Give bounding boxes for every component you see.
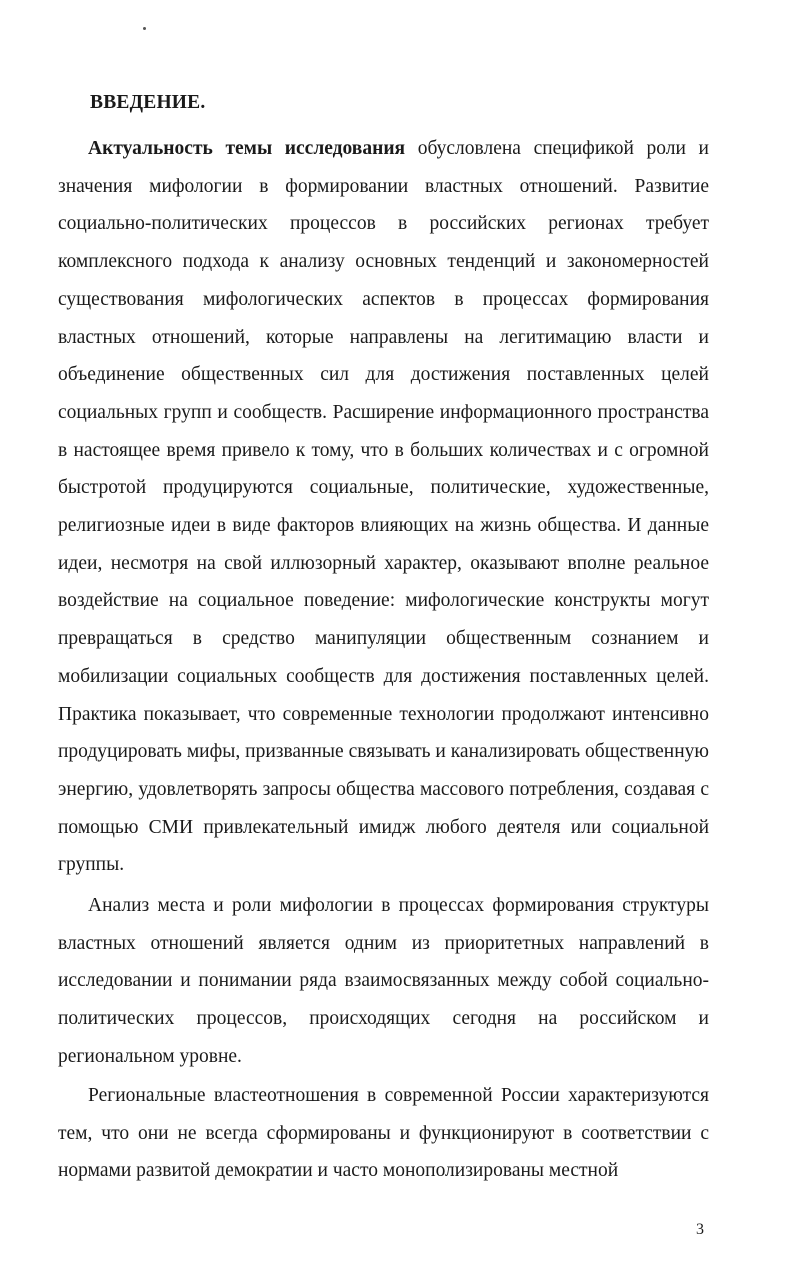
paragraph-regional: Региональные властеотношения в современной России характеризуются тем, что они не всегда сформированы и функционируют в соответствии с нормами развитой демократии и часто монополизированы местной [58, 1085, 709, 1182]
page-number: 3 [696, 1221, 704, 1238]
paragraph-text: обусловлена спецификой роли и значения мифологии в формировании властных отношений. Развитие социально-политических процессов в российских регионах требует комплексного подхода к анализу основных тенденций и закономерностей существования мифологических аспектов в процессах формирования властных отношений, которые направлены на легитимацию власти и объединение общественных сил для достижения поставленных целей социальных групп и сообществ. Расширение информационного пространства в настоящее время привело к тому, что в больших количествах и с огромной быстротой продуцируются социальные, политические, художественные, религиозные идеи в виде факторов влияющих на жизнь общества. И данные идеи, несмотря на свой иллюзорный характер, оказывают вполне реальное воздействие на социальное поведение: мифологические конструкты могут превращаться в средство манипуляции общественным сознанием и мобилизации социальных сообществ для достижения поставленных целей. Практика показывает, что современные технологии продолжают интенсивно продуцировать мифы, призванные связывать и канализировать общественную энергию, удовлетворять запросы общества массового потребления, создавая с помощью СМИ привлекательный имидж любого деятеля или социальной группы. [58, 138, 709, 876]
paragraph-analysis: Анализ места и роли мифологии в процессах формирования структуры властных отношений является одним из приоритетных направлений в исследовании и понимании ряда взаимосвязанных между собой социально-политических процессов, происходящих сегодня на российском и региональном уровне. [58, 895, 709, 1067]
paragraph-lead: Актуальность темы исследования [88, 138, 406, 159]
scan-speck [143, 27, 146, 30]
paragraph-relevance [58, 130, 709, 884]
section-heading: ВВЕДЕНИЕ. [90, 92, 206, 113]
